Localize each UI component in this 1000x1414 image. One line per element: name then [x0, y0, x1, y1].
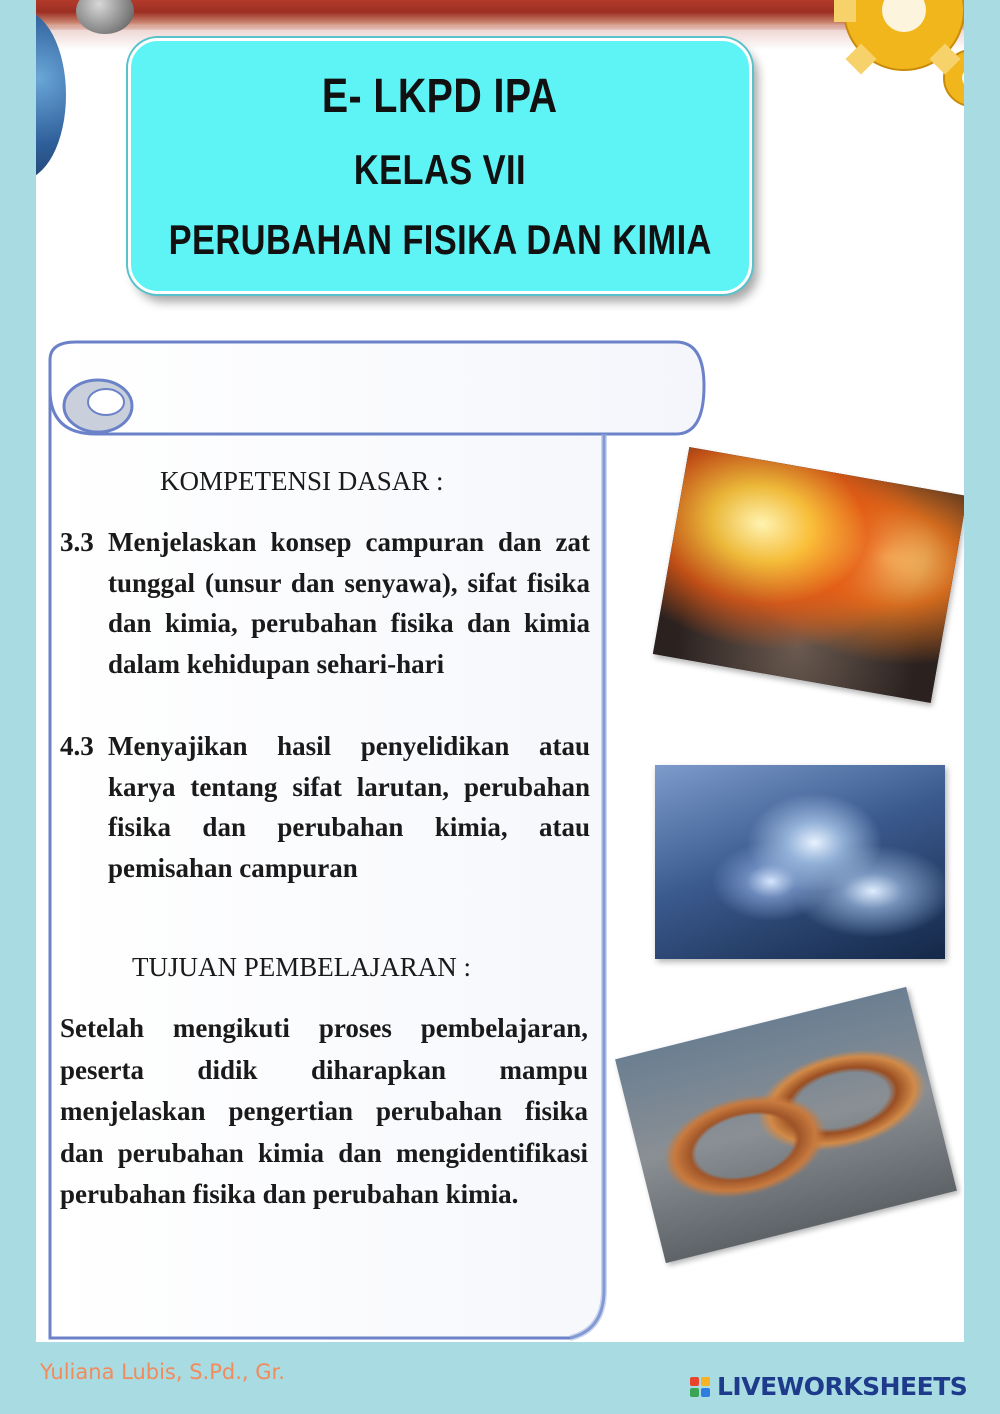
title-line-2: KELAS VII [353, 145, 527, 193]
kompetensi-text: Menyajikan hasil penyelidikan atau karya tentang sifat larutan, perubahan fisika dan perubahan kimia, atau pemisahan campuran [108, 731, 590, 883]
brand-name: LIVEWORKSHEETS [717, 1372, 968, 1401]
ice-photo [655, 765, 945, 959]
title-line-3: PERUBAHAN FISIKA DAN KIMIA [168, 215, 712, 263]
title-box [128, 38, 752, 294]
kompetensi-text: Menjelaskan konsep campuran dan zat tunggal (unsur dan senyawa), sifat fisika dan kimia, perubahan fisika dan kimia dalam kehidupan sehari-hari [108, 527, 590, 679]
author-credit: Yuliana Lubis, S.Pd., Gr. [40, 1360, 285, 1384]
kompetensi-number: 3.3 [60, 527, 94, 557]
kompetensi-number: 4.3 [60, 731, 94, 761]
brand-logo-icon [690, 1377, 710, 1397]
title-line-1: E- LKPD IPA [322, 69, 558, 123]
tujuan-heading: TUJUAN PEMBELAJARAN : [132, 952, 472, 982]
gear-icon [814, 0, 964, 110]
worksheet-page [36, 0, 964, 1342]
kompetensi-item [60, 726, 590, 888]
kompetensi-heading: KOMPETENSI DASAR : [160, 466, 444, 496]
tujuan-text: Setelah mengikuti proses pembelajaran, peserta didik diharapkan mampu menjelaskan pengertian perubahan fisika dan perubahan kimia dan mengidentifikasi perubahan fisika dan perubahan kimia. [60, 1013, 588, 1209]
liveworksheets-logo[interactable] [690, 1372, 967, 1401]
kompetensi-item [60, 522, 590, 684]
